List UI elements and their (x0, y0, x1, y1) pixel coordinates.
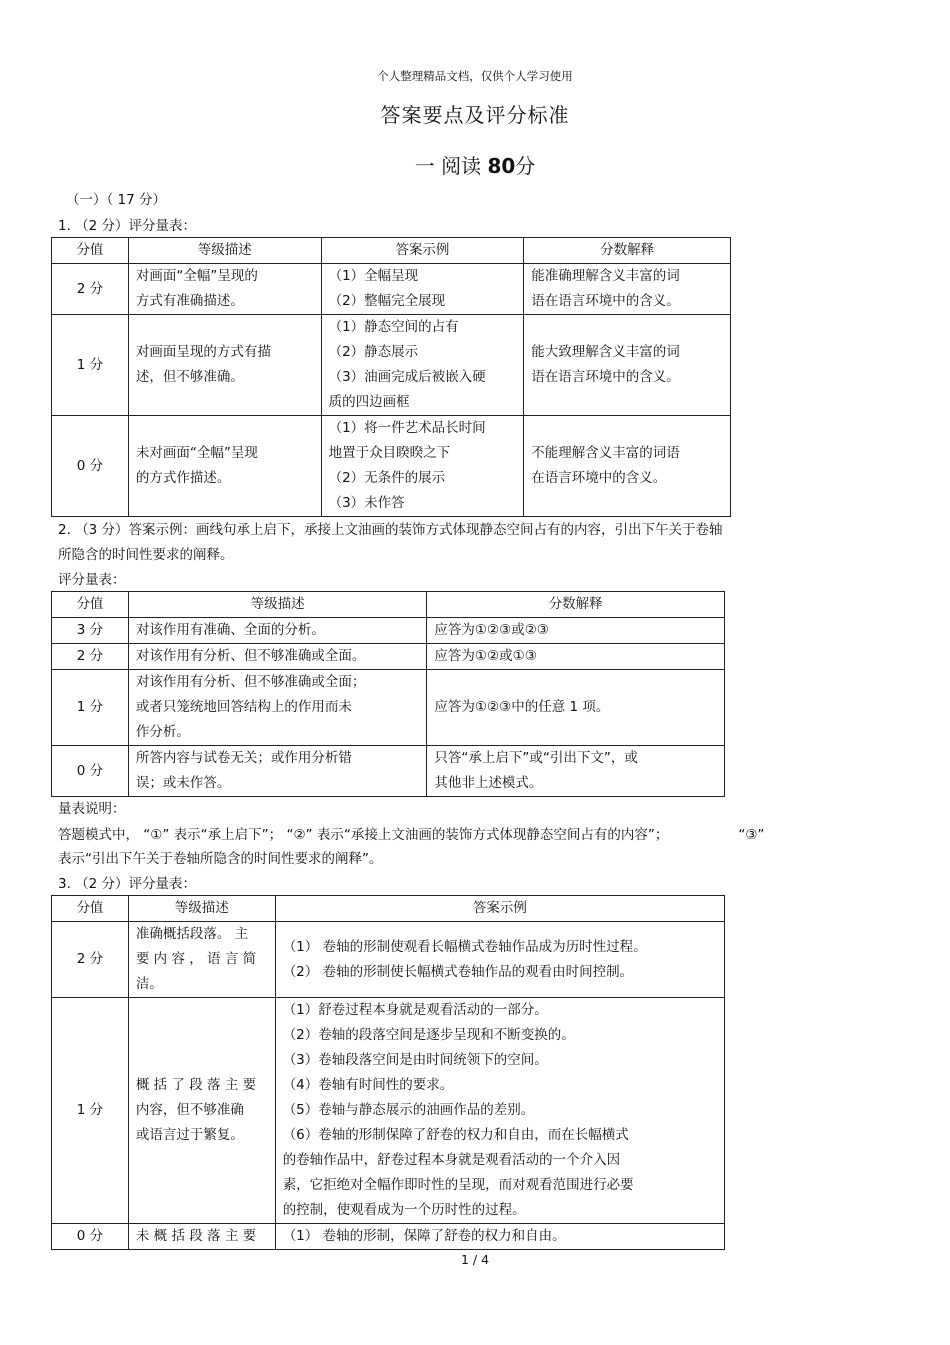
column-header: 等级描述 (128, 238, 321, 264)
explanation-cell: 不能理解含义丰富的词语 在语言环境中的含义。 (524, 416, 731, 517)
table-row (52, 746, 725, 797)
q2-heading-continued: 所隐含的时间性要求的阐释。 (58, 547, 234, 563)
description-cell: 未对画面“全幅”呈现 的方式作描述。 (128, 416, 321, 517)
explanation-cell: 应答为①②③或②③ (427, 618, 725, 644)
header-note: 个人整理精品文档，仅供个人学习使用 (377, 69, 573, 83)
table-row (52, 315, 731, 416)
page-number: 1 / 4 (460, 1252, 490, 1267)
section-suffix: 分 (515, 154, 536, 178)
description-cell: 所答内容与试卷无关；或作用分析错 误；或未作答。 (128, 746, 427, 797)
section-score: 80 (487, 154, 516, 178)
explanation-cell: 能准确理解含义丰富的词 语在语言环境中的含义。 (524, 264, 731, 315)
description-cell: 对该作用有分析、但不够准确或全面； 或者只笼统地回答结构上的作用而未 作分析。 (128, 670, 427, 746)
document-title: 答案要点及评分标准 (380, 103, 570, 127)
column-header: 分值 (52, 896, 129, 922)
description-cell: 准确概括段落。 主 要 内 容 ， 语 言 简 洁。 (128, 922, 275, 998)
description-cell: 概 括 了 段 落 主 要 内容，但不够准确 或语言过于繁复。 (128, 998, 275, 1224)
q1-rubric-table (51, 237, 731, 517)
score-cell: 1 分 (52, 998, 129, 1224)
score-cell: 2 分 (52, 644, 129, 670)
table-header-row (52, 592, 725, 618)
table-row (52, 922, 725, 998)
explanation-cell: 应答为①②或①③ (427, 644, 725, 670)
score-cell: 2 分 (52, 922, 129, 998)
score-cell: 3 分 (52, 618, 129, 644)
section-prefix: 一 阅读 (414, 154, 482, 178)
q2-note-label: 量表说明： (58, 801, 126, 817)
table-row (52, 416, 731, 517)
score-cell: 2 分 (52, 264, 129, 315)
table-row (52, 670, 725, 746)
column-header: 分数解释 (524, 238, 731, 264)
column-header: 答案示例 (321, 238, 524, 264)
column-header: 答案示例 (275, 896, 724, 922)
explanation-cell: 应答为①②③中的任意 1 项。 (427, 670, 725, 746)
table-row (52, 998, 725, 1224)
q3-heading: 3. （2 分）评分量表： (58, 876, 197, 892)
score-cell: 1 分 (52, 670, 129, 746)
column-header: 分值 (52, 592, 129, 618)
example-cell: （1） 卷轴的形制，保障了舒卷的权力和自由。 (275, 1224, 724, 1250)
example-cell: （1）静态空间的占有 （2）静态展示 （3）油画完成后被嵌入硬 质的四边画框 (321, 315, 524, 416)
q3-rubric-table (51, 895, 725, 1250)
q1-heading: 1. （2 分）评分量表： (58, 218, 197, 234)
table-header-row (52, 238, 731, 264)
example-cell: （1） 卷轴的形制使观看长幅横式卷轴作品成为历时性过程。 （2） 卷轴的形制使长幅横式卷轴作品的观看由时间控制。 (275, 922, 724, 998)
q2-heading: 2. （3 分）答案示例：画线句承上启下，承接上文油画的装饰方式体现静态空间占有的内容，引出下午关于卷轴 (58, 522, 723, 538)
column-header: 分值 (52, 238, 129, 264)
q2-note-line: 表示“引出下午关于卷轴所隐含的时间性要求的阐释”。 (58, 851, 383, 867)
score-cell: 0 分 (52, 1224, 129, 1250)
score-cell: 1 分 (52, 315, 129, 416)
column-header: 分数解释 (427, 592, 725, 618)
explanation-cell: 只答“承上启下”或“引出下文”，或 其他非上述模式。 (427, 746, 725, 797)
section-title (0, 150, 950, 179)
table-header-row (52, 896, 725, 922)
column-header: 等级描述 (128, 592, 427, 618)
example-cell: （1）舒卷过程本身就是观看活动的一部分。 （2）卷轴的段落空间是逐步呈现和不断变换的。 （3）卷轴段落空间是由时间统领下的空间。 （4）卷轴有时间性的要求。 （5）卷轴与静态展示的油画作品的差别。 （6）卷轴的形制保障了舒卷的权力和自由，而在长幅横式 的卷轴作品中，舒卷过程本身就是观看活动的一个介入因 素，它拒绝对全幅作即时性的呈现，而对观看范围进行必要 的控制，使观看成为一个历时性的过程。 (275, 998, 724, 1224)
score-cell: 0 分 (52, 416, 129, 517)
explanation-cell: 能大致理解含义丰富的词 语在语言环境中的含义。 (524, 315, 731, 416)
part1-heading: （一）（ 17 分） (66, 192, 167, 208)
example-cell: （1）全幅呈现 （2）整幅完全展现 (321, 264, 524, 315)
q2-note-line: 答题模式中， “①” 表示“承上启下”； “②” 表示“承接上文油画的装饰方式体现静态空间占有的内容”； “③” (58, 827, 765, 843)
description-cell: 未 概 括 段 落 主 要 (128, 1224, 275, 1250)
column-header: 等级描述 (128, 896, 275, 922)
q2-table-label: 评分量表： (58, 572, 126, 588)
q2-rubric-table (51, 591, 725, 797)
score-cell: 0 分 (52, 746, 129, 797)
table-row (52, 1224, 725, 1250)
description-cell: 对画面“全幅”呈现的 方式有准确描述。 (128, 264, 321, 315)
table-row (52, 644, 725, 670)
description-cell: 对画面呈现的方式有描 述，但不够准确。 (128, 315, 321, 416)
example-cell: （1）将一件艺术品长时间 地置于众目睽睽之下 （2）无条件的展示 （3）未作答 (321, 416, 524, 517)
description-cell: 对该作用有分析、但不够准确或全面。 (128, 644, 427, 670)
table-row (52, 264, 731, 315)
table-row (52, 618, 725, 644)
description-cell: 对该作用有准确、全面的分析。 (128, 618, 427, 644)
